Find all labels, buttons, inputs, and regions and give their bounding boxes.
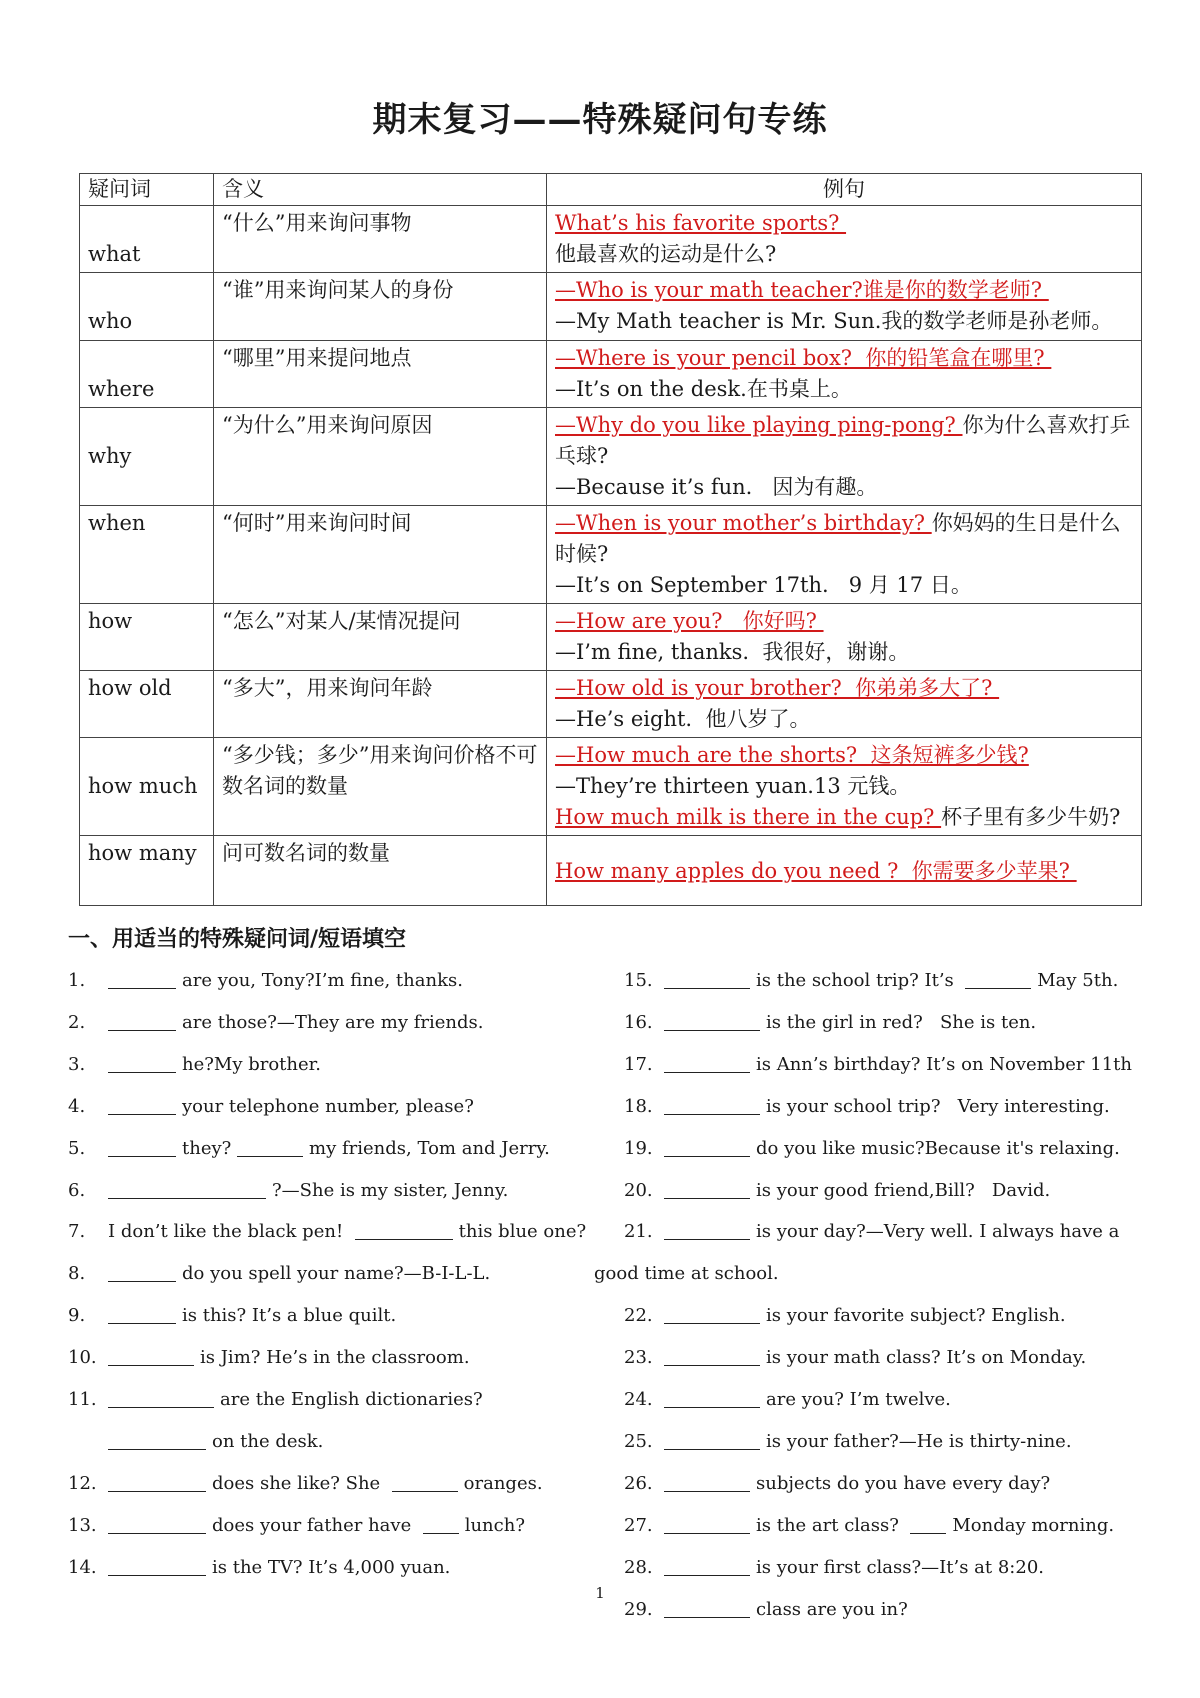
question-item [68, 1388, 483, 1412]
question-word: how much [88, 774, 198, 798]
question-text: is your favorite subject? English. [766, 1305, 1066, 1326]
question-item [624, 1095, 1110, 1119]
exercise-title: 一、用适当的特殊疑问词/短语填空 [68, 927, 407, 952]
question-text: is Ann’s birthday? It’s on November 11th [756, 1054, 1132, 1075]
example-sentence [555, 208, 1133, 239]
question-text: my friends, Tom and Jerry. [309, 1138, 550, 1159]
question-text: lunch? [464, 1515, 525, 1536]
answer-blank[interactable] [664, 970, 750, 989]
table-header-cell: 疑问词 [80, 174, 214, 206]
answer-blank[interactable] [423, 1515, 459, 1534]
question-text: he?My brother. [182, 1054, 322, 1075]
question-text: is Jim? He’s in the classroom. [200, 1347, 470, 1368]
question-text: ?—She is my sister, Jenny. [272, 1180, 509, 1201]
question-text: are you, Tony?I’m fine, thanks. [182, 970, 463, 991]
question-number: 16. [624, 1012, 653, 1033]
question-word: who [88, 309, 133, 333]
example-answer: —They’re thirteen yuan.13 元钱。 [555, 774, 911, 798]
question-text: is this? It’s a blue quilt. [182, 1305, 397, 1326]
answer-blank[interactable] [664, 1305, 760, 1324]
question-text: I don’t like the black pen! [108, 1221, 349, 1242]
question-item [624, 1220, 1119, 1244]
example-sentence [555, 740, 1133, 771]
question-item [624, 1346, 1086, 1370]
question-text: are you? I’m twelve. [766, 1389, 951, 1410]
meaning-cell [214, 671, 547, 738]
question-item [68, 1011, 483, 1035]
question-number: 19. [624, 1138, 653, 1159]
answer-blank[interactable] [965, 970, 1031, 989]
question-text: subjects do you have every day? [756, 1473, 1051, 1494]
question-item [624, 1472, 1050, 1496]
example-question: How many apples do you need ? 你需要多少苹果? [555, 859, 1077, 883]
example-cell [547, 738, 1142, 836]
example-translation: 杯子里有多少牛奶? [941, 805, 1121, 829]
meaning-text: “哪里”用来提问地点 [222, 346, 412, 370]
question-item [68, 1304, 396, 1328]
table-row [80, 341, 1142, 408]
example-translation: 你妈妈的生日是什么时候? [555, 511, 1121, 566]
question-text: is your day?—Very well. I always have a [756, 1221, 1120, 1242]
example-sentence [555, 637, 1133, 668]
answer-blank[interactable] [108, 1515, 206, 1534]
question-item [68, 1220, 586, 1244]
question-item [68, 1137, 550, 1161]
example-translation: 你为什么喜欢打乒乓球? [555, 413, 1131, 468]
answer-blank[interactable] [664, 1431, 760, 1450]
question-number: 14. [68, 1557, 97, 1578]
question-number: 3. [68, 1054, 86, 1075]
question-word: when [88, 511, 146, 535]
question-number: 29. [624, 1599, 653, 1620]
answer-blank[interactable] [664, 1138, 750, 1157]
question-word-cell [80, 506, 214, 604]
example-sentence [555, 374, 1133, 405]
question-text: are the English dictionaries? [220, 1389, 483, 1410]
meaning-text: “怎么”对某人/某情况提问 [222, 609, 461, 633]
question-item [624, 1179, 1050, 1203]
table-row [80, 604, 1142, 671]
example-question: —How are you? 你好吗? [555, 609, 824, 633]
example-sentence [555, 704, 1133, 735]
answer-blank[interactable] [664, 1347, 760, 1366]
question-text: is your father?—He is thirty-nine. [766, 1431, 1072, 1452]
question-word: how old [88, 676, 172, 700]
answer-blank[interactable] [237, 1138, 303, 1157]
question-item [68, 1179, 508, 1203]
question-text: does she like? She [212, 1473, 386, 1494]
answer-blank[interactable] [108, 1431, 206, 1450]
question-number: 7. [68, 1221, 86, 1242]
question-text: do you spell your name?—B-I-L-L. [182, 1263, 491, 1284]
question-item [68, 1053, 321, 1077]
example-question: What’s his favorite sports? [555, 211, 847, 235]
example-cell [547, 273, 1142, 341]
example-sentence [555, 606, 1133, 637]
example-question: How much milk is there in the cup? [555, 805, 942, 829]
question-text: is the school trip? It’s [756, 970, 960, 991]
question-item [624, 1137, 1120, 1161]
question-number: 11. [68, 1389, 97, 1410]
question-number: 22. [624, 1305, 653, 1326]
question-number: 12. [68, 1473, 97, 1494]
example-answer: —It’s on the desk.在书桌上。 [555, 377, 852, 401]
question-text: this blue one? [458, 1221, 587, 1242]
answer-blank[interactable] [108, 1263, 176, 1282]
question-text: does your father have [212, 1515, 417, 1536]
question-word-cell [80, 273, 214, 341]
answer-blank[interactable] [664, 1012, 760, 1031]
question-item [624, 1514, 1114, 1538]
question-number: 13. [68, 1515, 97, 1536]
answer-blank[interactable] [108, 1389, 214, 1408]
question-number: 6. [68, 1180, 86, 1201]
meaning-cell [214, 273, 547, 341]
question-text: is your math class? It’s on Monday. [766, 1347, 1087, 1368]
question-item [624, 1430, 1072, 1454]
question-number: 4. [68, 1096, 86, 1117]
question-text: class are you in? [756, 1599, 908, 1620]
question-word-cell [80, 206, 214, 273]
answer-blank[interactable] [664, 1054, 750, 1073]
question-number: 26. [624, 1473, 653, 1494]
table-row [80, 408, 1142, 506]
question-word: where [88, 377, 155, 401]
question-text: they? [182, 1138, 232, 1159]
question-number: 28. [624, 1557, 653, 1578]
question-item [594, 1262, 779, 1286]
question-text: are those?—They are my friends. [182, 1012, 484, 1033]
question-word: what [88, 242, 141, 266]
question-item [68, 1346, 470, 1370]
question-text: is your good friend,Bill? David. [756, 1180, 1051, 1201]
page-title: 期末复习——特殊疑问句专练 [372, 100, 828, 140]
question-item [68, 1514, 525, 1538]
example-cell [547, 506, 1142, 604]
answer-blank[interactable] [108, 970, 176, 989]
answer-blank[interactable] [108, 1473, 206, 1492]
answer-blank[interactable] [664, 1389, 760, 1408]
meaning-cell [214, 341, 547, 408]
meaning-text: “多大”，用来询问年龄 [222, 676, 433, 700]
answer-blank[interactable] [664, 1180, 750, 1199]
question-number: 23. [624, 1347, 653, 1368]
answer-blank[interactable] [108, 1096, 176, 1115]
question-number: 27. [624, 1515, 653, 1536]
answer-blank[interactable] [108, 1347, 194, 1366]
question-word-cell [80, 836, 214, 906]
question-item [68, 1556, 450, 1580]
question-item [68, 1095, 474, 1119]
example-sentence [555, 472, 1133, 503]
question-number: 10. [68, 1347, 97, 1368]
question-word: how [88, 609, 133, 633]
question-number: 20. [624, 1180, 653, 1201]
example-sentence [555, 410, 1133, 472]
question-number: 9. [68, 1305, 86, 1326]
answer-blank[interactable] [664, 1557, 750, 1576]
table-row [80, 836, 1142, 906]
example-answer: —It’s on September 17th. 9 月 17 日。 [555, 573, 972, 597]
question-text: is the art class? [756, 1515, 905, 1536]
example-cell [547, 604, 1142, 671]
question-item [68, 969, 463, 993]
table-row [80, 738, 1142, 836]
question-word-cell [80, 671, 214, 738]
example-answer: 他最喜欢的运动是什么? [555, 242, 777, 266]
question-word-cell [80, 604, 214, 671]
question-number: 17. [624, 1054, 653, 1075]
question-item [68, 1262, 490, 1286]
example-answer: —Because it’s fun. 因为有趣。 [555, 475, 878, 499]
example-sentence [555, 802, 1133, 833]
answer-blank[interactable] [664, 1473, 750, 1492]
example-sentence [555, 570, 1133, 601]
example-question: —How old is your brother? 你弟弟多大了? [555, 676, 1000, 700]
example-answer: —He’s eight. 他八岁了。 [555, 707, 811, 731]
question-word: why [88, 444, 132, 468]
answer-blank[interactable] [664, 1221, 750, 1240]
question-item [624, 1556, 1044, 1580]
answer-blank[interactable] [108, 1054, 176, 1073]
example-question: —Who is your math teacher?谁是你的数学老师? [555, 278, 1049, 302]
answer-blank[interactable] [392, 1473, 458, 1492]
meaning-cell [214, 738, 547, 836]
table-header-row [80, 174, 1142, 206]
table-header-cell: 例句 [547, 174, 1142, 206]
question-word: how many [88, 841, 197, 865]
question-text: on the desk. [212, 1431, 324, 1452]
example-sentence [555, 771, 1133, 802]
example-question: —How much are the shorts? 这条短裤多少钱? [555, 743, 1029, 767]
example-question: —When is your mother’s birthday? [555, 511, 932, 535]
question-text: is the TV? It’s 4,000 yuan. [212, 1557, 451, 1578]
question-text: good time at school. [594, 1263, 779, 1284]
answer-blank[interactable] [108, 1557, 206, 1576]
example-answer: —I’m fine, thanks. 我很好，谢谢。 [555, 640, 910, 664]
example-sentence [555, 343, 1133, 374]
example-cell [547, 671, 1142, 738]
example-question: —Why do you like playing ping-pong? [555, 413, 963, 437]
meaning-cell [214, 506, 547, 604]
example-sentence [555, 508, 1133, 570]
meaning-text: 问可数名词的数量 [222, 841, 390, 865]
meaning-text: “谁”用来询问某人的身份 [222, 278, 454, 302]
answer-blank[interactable] [108, 1012, 176, 1031]
question-text: is your school trip? Very interesting. [766, 1096, 1110, 1117]
table-header-cell: 含义 [214, 174, 547, 206]
example-cell [547, 206, 1142, 273]
answer-blank[interactable] [108, 1180, 266, 1199]
question-item [624, 1388, 951, 1412]
question-word-cell [80, 738, 214, 836]
question-text: your telephone number, please? [182, 1096, 474, 1117]
page-number: 1 [595, 1584, 605, 1602]
question-item [624, 969, 1118, 993]
meaning-cell [214, 604, 547, 671]
meaning-text: “何时”用来询问时间 [222, 511, 412, 535]
meaning-cell [214, 408, 547, 506]
answer-blank[interactable] [108, 1305, 176, 1324]
table-row [80, 506, 1142, 604]
meaning-text: “为什么”用来询问原因 [222, 413, 433, 437]
answer-blank[interactable] [664, 1096, 760, 1115]
answer-blank[interactable] [664, 1515, 750, 1534]
question-text: is your first class?—It’s at 8:20. [756, 1557, 1044, 1578]
question-text: do you like music?Because it's relaxing. [756, 1138, 1120, 1159]
question-item [624, 1304, 1066, 1328]
meaning-cell [214, 836, 547, 906]
meaning-text: “什么”用来询问事物 [222, 211, 412, 235]
example-sentence [555, 275, 1133, 306]
answer-blank[interactable] [108, 1138, 176, 1157]
example-cell [547, 408, 1142, 506]
meaning-text: “多少钱；多少”用来询问价格不可数名词的数量 [222, 743, 538, 798]
question-number: 15. [624, 970, 653, 991]
table-row [80, 206, 1142, 273]
meaning-cell [214, 206, 547, 273]
question-word-cell [80, 408, 214, 506]
question-text: oranges. [463, 1473, 543, 1494]
example-sentence [555, 306, 1133, 337]
question-number: 2. [68, 1012, 86, 1033]
question-text: May 5th. [1037, 970, 1119, 991]
question-number: 24. [624, 1389, 653, 1410]
question-word-cell [80, 341, 214, 408]
example-sentence [555, 673, 1133, 704]
example-question: —Where is your pencil box? 你的铅笔盒在哪里? [555, 346, 1052, 370]
answer-blank[interactable] [355, 1221, 453, 1240]
example-cell [547, 836, 1142, 906]
question-item [624, 1011, 1036, 1035]
answer-blank[interactable] [910, 1515, 946, 1534]
question-word-table [79, 173, 1142, 906]
question-item [68, 1472, 543, 1496]
question-number: 8. [68, 1263, 86, 1284]
example-cell [547, 341, 1142, 408]
question-number: 5. [68, 1138, 86, 1159]
question-item [624, 1053, 1132, 1077]
question-text: Monday morning. [952, 1515, 1115, 1536]
question-item [68, 1430, 323, 1454]
question-number: 18. [624, 1096, 653, 1117]
example-answer: —My Math teacher is Mr. Sun.我的数学老师是孙老师。 [555, 309, 1113, 333]
question-text: is the girl in red? She is ten. [766, 1012, 1037, 1033]
question-number: 1. [68, 970, 86, 991]
example-sentence [555, 856, 1133, 887]
table-row [80, 671, 1142, 738]
question-number: 21. [624, 1221, 653, 1242]
table-row [80, 273, 1142, 341]
question-number: 25. [624, 1431, 653, 1452]
example-sentence [555, 239, 1133, 270]
